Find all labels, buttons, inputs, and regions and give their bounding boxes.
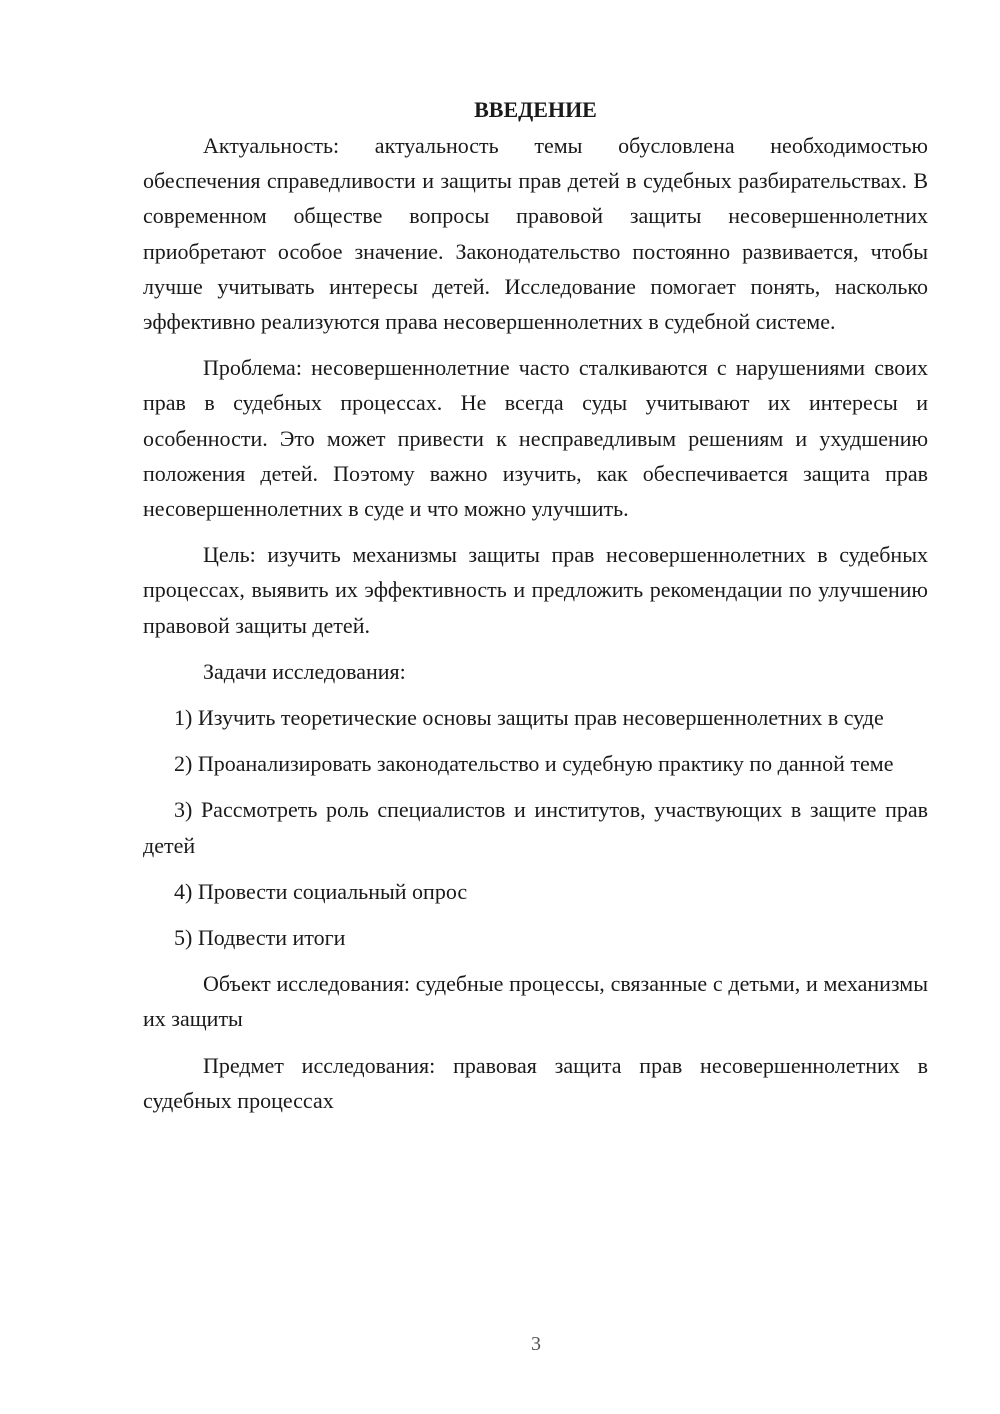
paragraph-goal: Цель: изучить механизмы защиты прав несовершеннолетних в судебных процессах, выявить их эффективность и предложить рекомендации по улучшению правовой защиты детей. bbox=[143, 542, 928, 638]
paragraph-problem: Проблема: несовершеннолетние часто сталкиваются с нарушениями своих прав в судебных процессах. Не всегда суды учитывают их интересы и особенности. Это может привести к несправедливым решениям и ухудшению положения детей. Поэтому важно изучить, как обеспечивается защита прав несовершеннолетних в суде и что можно улучшить. bbox=[143, 355, 928, 522]
task-item-4: 4) Провести социальный опрос bbox=[174, 878, 468, 904]
task-item-3: 3) Рассмотреть роль специалистов и институтов, участвующих в защите прав детей bbox=[143, 797, 928, 858]
task-item-5: 5) Подвести итоги bbox=[174, 925, 346, 951]
paragraph-relevance: Актуальность: актуальность темы обусловлена необходимостью обеспечения справедливости и защиты прав детей в судебных разбирательствах. В современном обществе вопросы правовой защиты несовершеннолетних приобретают особое значение. Законодательство постоянно развивается, чтобы лучше учитывать интересы детей. Исследование помогает понять, насколько эффективно реализуются права несовершеннолетних в судебной системе. bbox=[143, 133, 928, 335]
paragraph-subject: Предмет исследования: правовая защита прав несовершеннолетних в судебных процессах bbox=[143, 1052, 928, 1113]
task-item-2: 2) Проанализировать законодательство и судебную практику по данной теме bbox=[174, 751, 894, 777]
page-number: 3 bbox=[531, 1333, 541, 1355]
document-page bbox=[143, 92, 928, 1129]
task-item-1: 1) Изучить теоретические основы защиты прав несовершеннолетних в суде bbox=[174, 705, 884, 731]
paragraph-object: Объект исследования: судебные процессы, связанные с детьми, и механизмы их защиты bbox=[143, 971, 928, 1032]
section-title: ВВЕДЕНИЕ bbox=[474, 97, 597, 122]
tasks-heading: Задачи исследования: bbox=[203, 658, 406, 684]
